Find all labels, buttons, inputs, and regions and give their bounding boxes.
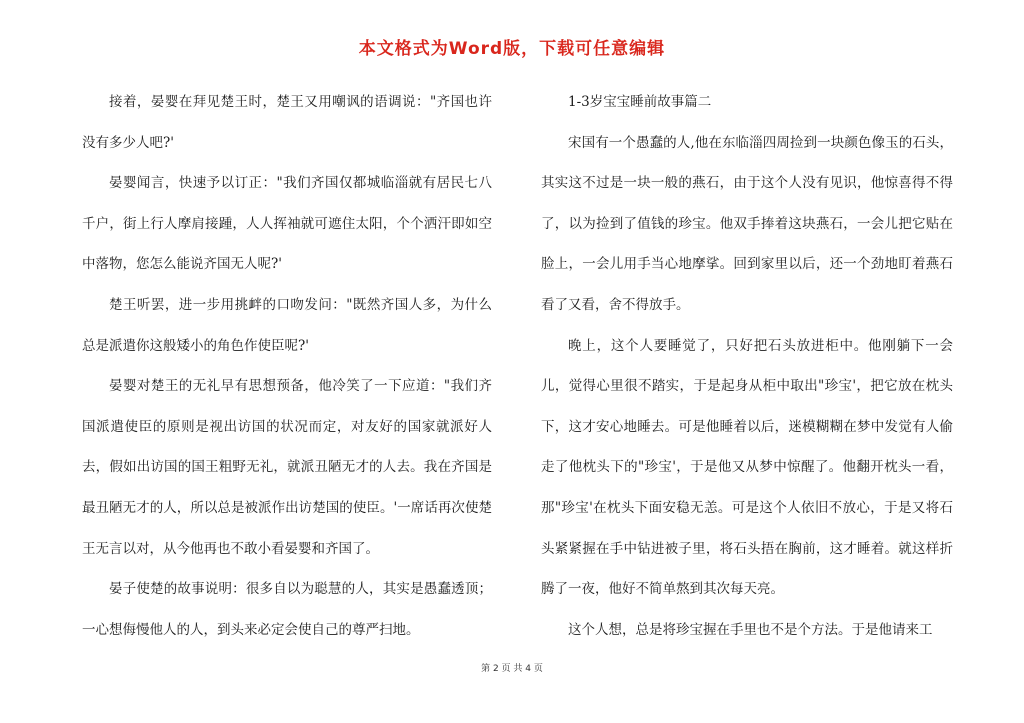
paragraph: 宋国有一个愚蠢的人,他在东临淄四周捡到一块颜色像玉的石头，其实这不过是一块一般的燕石，由于这个人没有见识，他惊喜得不得了，以为捡到了值钱的珍宝。他双手捧着这块燕石，一会儿把它贴在脸上，一会儿用手当心地摩挲。回到家里以后，还一个劲地盯着燕石看了又看，舍不得放手。 <box>541 134 953 313</box>
paragraph: 晚上，这个人要睡觉了，只好把石头放进柜中。他刚躺下一会儿，觉得心里很不踏实，于是起身从柜中取出"珍宝'，把它放在枕头下，这才安心地睡去。可是他睡着以后，迷模糊糊在梦中发觉有人偷走了他枕头下的"珍宝'，于是他又从梦中惊醒了。他翻开枕头一看，那"珍宝'在枕头下面安稳无恙。可是这个人依旧不放心，于是又将石头紧紧握在手中钻进被子里，将石头捂在胸前，这才睡着。就这样折腾了一夜，他好不简单熬到其次每天亮。 <box>541 337 953 598</box>
story-heading: 1-3岁宝宝睡前故事篇二 <box>568 94 712 110</box>
page-number: 第 2 页 共 4 页 <box>481 664 543 674</box>
left-column <box>82 82 492 650</box>
paragraph: 晏婴闻言，快速予以订正："我们齐国仅都城临淄就有居民七八千户，街上行人摩肩接踵，人人挥袖就可遮住太阳，个个洒汗即如空中落物，您怎么能说齐国无人呢?' <box>82 175 492 273</box>
download-banner: 本文格式为Word版，下载可任意编辑 <box>358 39 666 59</box>
paragraph: 晏婴对楚王的无礼早有思想预备，他冷笑了一下应道："我们齐国派遣使臣的原则是视出访国的状况而定，对友好的国家就派好人去，假如出访国的国王粗野无礼，就派丑陋无才的人去。我在齐国是最丑陋无才的人，所以总是被派作出访楚国的使臣。'一席话再次使楚王无言以对，从今他再也不敢小看晏婴和齐国了。 <box>82 378 492 557</box>
paragraph: 接着，晏婴在拜见楚王时，楚王又用嘲讽的语调说："齐国也许没有多少人吧?' <box>82 94 492 151</box>
paragraph: 楚王听罢，进一步用挑衅的口吻发问："既然齐国人多，为什么总是派遣你这般矮小的角色作使臣呢?' <box>82 296 492 354</box>
right-column <box>541 82 953 650</box>
paragraph: 晏子使楚的故事说明：很多自以为聪慧的人，其实是愚蠢透顶；一心想侮慢他人的人，到头来必定会使自己的尊严扫地。 <box>82 581 492 638</box>
paragraph: 这个人想，总是将珍宝握在手里也不是个方法。于是他请来工 <box>568 621 933 638</box>
